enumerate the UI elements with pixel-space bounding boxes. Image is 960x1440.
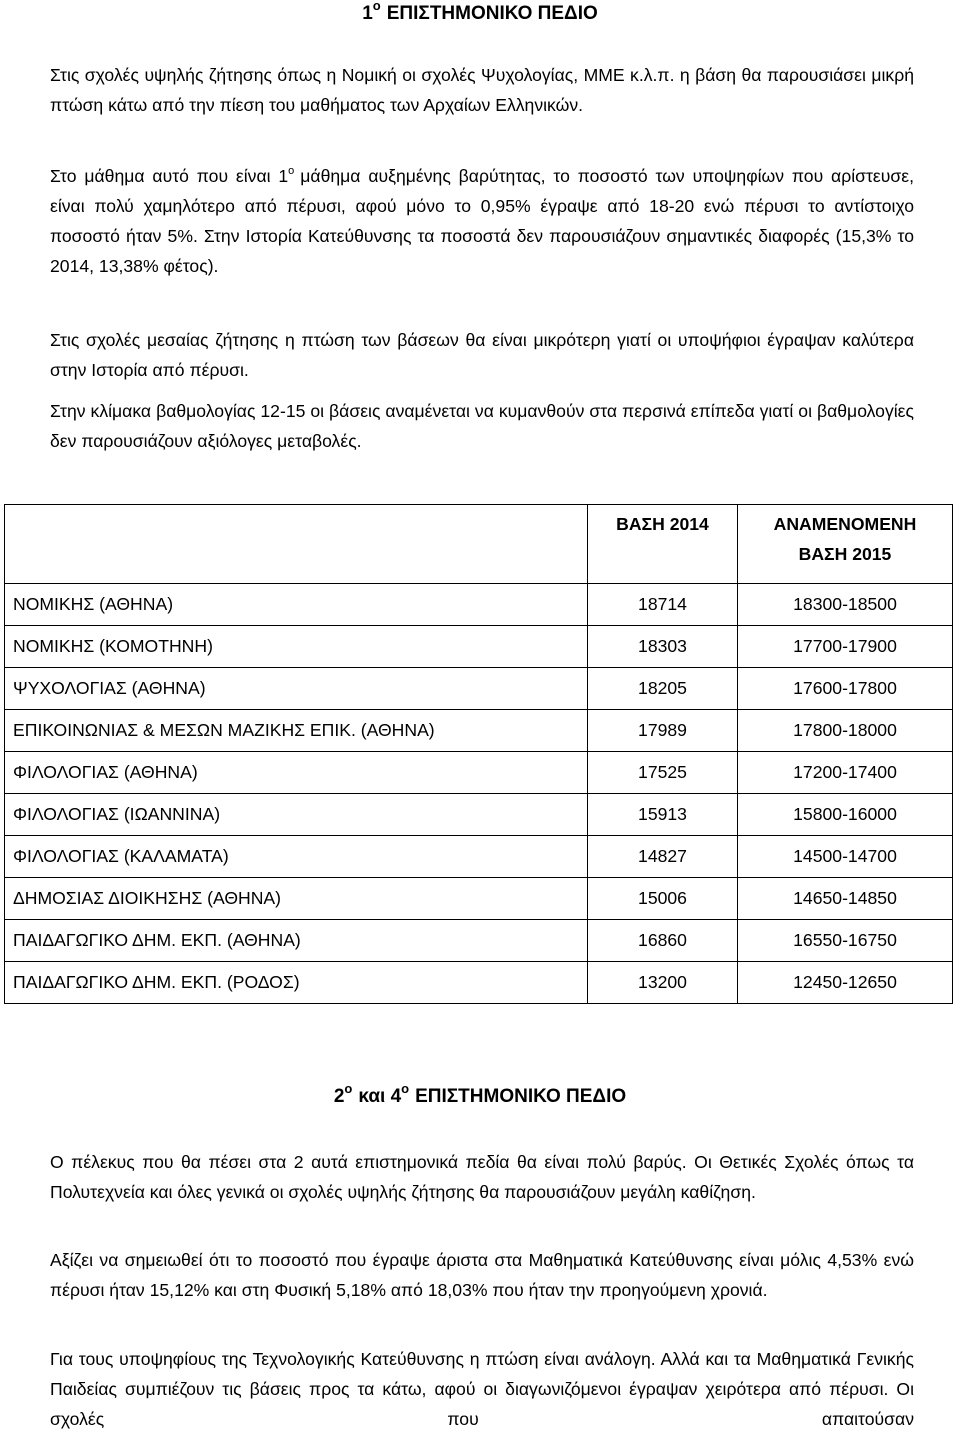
table-cell-base-2014: 18714	[588, 584, 738, 626]
table-cell-base-2014: 18205	[588, 668, 738, 710]
table-cell-base-2014: 14827	[588, 836, 738, 878]
table-row	[5, 584, 953, 626]
section2-heading-superscript-2: ο	[401, 1081, 410, 1096]
table-header-expected-line-2: ΒΑΣΗ 2015	[798, 544, 892, 564]
table-cell-expected-2015: 17200-17400	[738, 752, 953, 794]
table-row	[5, 710, 953, 752]
section1-paragraph-3: Στις σχολές μεσαίας ζήτησης η πτώση των βάσεων θα είναι μικρότερη γιατί οι υποψήφιοι έγραψαν καλύτερα στην Ιστορία από πέρυσι.	[50, 330, 914, 380]
table-header-school	[5, 505, 588, 584]
table-row	[5, 668, 953, 710]
section1-paragraph-2-start: Στο μάθημα αυτό που είναι 1	[50, 166, 289, 186]
section2-paragraph-2: Αξίζει να σημειωθεί ότι το ποσοστό που έγραψε άριστα στα Μαθηματικά Κατεύθυνσης είναι μόλις 4,53% ενώ πέρυσι ήταν 15,12% και στη Φυσική 5,18% από 18,03% που ήταν την προηγούμενη χρονιά.	[50, 1250, 914, 1300]
table-row	[5, 752, 953, 794]
section2-paragraph-1: Ο πέλεκυς που θα πέσει στα 2 αυτά επιστημονικά πεδία θα είναι πολύ βαρύς. Οι Θετικές Σχολές όπως τα Πολυτεχνεία και όλες γενικά οι σχολές υψηλής ζήτησης θα παρουσιάζουν μεγάλη καθίζηση.	[50, 1152, 914, 1202]
section1-heading-superscript: ο	[372, 0, 381, 13]
table-cell-expected-2015: 16550-16750	[738, 920, 953, 962]
table-cell-school: ΝΟΜΙΚΗΣ (ΑΘΗΝΑ)	[5, 584, 588, 626]
section1-paragraph-1: Στις σχολές υψηλής ζήτησης όπως η Νομική οι σχολές Ψυχολογίας, ΜΜΕ κ.λ.π. η βάση θα παρουσιάσει μικρή πτώση κάτω από την πίεση του μαθήματος των Αρχαίων Ελληνικών.	[50, 65, 914, 115]
table-cell-expected-2015: 17800-18000	[738, 710, 953, 752]
table-cell-base-2014: 17989	[588, 710, 738, 752]
table-cell-expected-2015: 14500-14700	[738, 836, 953, 878]
table-header-row	[5, 505, 953, 584]
table-cell-school: ΝΟΜΙΚΗΣ (ΚΟΜΟΤΗΝΗ)	[5, 626, 588, 668]
section1-paragraph-2-end: μάθημα αυξημένης βαρύτητας, το ποσοστό των υποψηφίων που αρίστευσε, είναι πολύ χαμηλότερο από πέρυσι, αφού μόνο το 0,95% έγραψε από 18-20 ενώ πέρυσι το αντίστοιχο ποσοστό ήταν 5%. Στην Ιστορία Κατεύθυνσης τα ποσοστά δεν παρουσιάζουν σημαντικές διαφορές (15,3% το 2014, 13,38% φέτος).	[50, 166, 914, 276]
table-cell-school: ΠΑΙΔΑΓΩΓΙΚΟ ΔΗΜ. ΕΚΠ. (ΡΟΔΟΣ)	[5, 962, 588, 1004]
table-cell-base-2014: 18303	[588, 626, 738, 668]
section2-heading	[0, 1081, 960, 1109]
section1-heading-text: ΕΠΙΣΤΗΜΟΝΙΚΟ ΠΕΔΙΟ	[386, 3, 598, 24]
table-cell-base-2014: 13200	[588, 962, 738, 1004]
table-row	[5, 878, 953, 920]
table-cell-school: ΦΙΛΟΛΟΓΙΑΣ (ΑΘΗΝΑ)	[5, 752, 588, 794]
table-cell-school: ΨΥΧΟΛΟΓΙΑΣ (ΑΘΗΝΑ)	[5, 668, 588, 710]
table-cell-base-2014: 15006	[588, 878, 738, 920]
section2-heading-text: ΕΠΙΣΤΗΜΟΝΙΚΟ ΠΕΔΙΟ	[415, 1086, 627, 1107]
table-cell-expected-2015: 15800-16000	[738, 794, 953, 836]
table-row	[5, 962, 953, 1004]
table-cell-school: ΦΙΛΟΛΟΓΙΑΣ (ΙΩΑΝΝΙΝΑ)	[5, 794, 588, 836]
section1-heading	[0, 2, 960, 26]
section1-heading-number: 1	[362, 3, 373, 24]
table-row	[5, 794, 953, 836]
section2-heading-number-1: 2	[333, 1086, 345, 1107]
table-header-expected-line-1: ΑΝΑΜΕΝΟΜΕΝΗ	[773, 514, 917, 534]
table-cell-school: ΦΙΛΟΛΟΓΙΑΣ (ΚΑΛΑΜΑΤΑ)	[5, 836, 588, 878]
section1-paragraph-2-superscript: ο	[288, 165, 295, 177]
table-cell-base-2014: 17525	[588, 752, 738, 794]
table-cell-expected-2015: 12450-12650	[738, 962, 953, 1004]
table-cell-expected-2015: 14650-14850	[738, 878, 953, 920]
section2-heading-superscript-1: ο	[344, 1081, 353, 1096]
table-cell-school: ΔΗΜΟΣΙΑΣ ΔΙΟΙΚΗΣΗΣ (ΑΘΗΝΑ)	[5, 878, 588, 920]
table-row	[5, 626, 953, 668]
section1-paragraph-2	[50, 161, 914, 281]
section2-paragraph-3: Για τους υποψηφίους της Τεχνολογικής Κατεύθυνσης η πτώση είναι ανάλογη. Αλλά και τα Μαθηματικά Γενικής Παιδείας συμπιέζουν τις βάσεις προς τα κάτω, αφού οι διαγωνιζόμενοι έγραψαν χειρότερα από πέρυσι. Οι σχολές που απαιτούσαν	[50, 1349, 914, 1429]
table-cell-base-2014: 16860	[588, 920, 738, 962]
table-cell-expected-2015: 17700-17900	[738, 626, 953, 668]
table-cell-expected-2015: 17600-17800	[738, 668, 953, 710]
table-header-expected-base-2015	[738, 505, 953, 584]
table-cell-expected-2015: 18300-18500	[738, 584, 953, 626]
table-row	[5, 920, 953, 962]
section2-heading-middle: και 4	[358, 1086, 402, 1107]
table-cell-school: ΠΑΙΔΑΓΩΓΙΚΟ ΔΗΜ. ΕΚΠ. (ΑΘΗΝΑ)	[5, 920, 588, 962]
table-cell-school: ΕΠΙΚΟΙΝΩΝΙΑΣ & ΜΕΣΩΝ ΜΑΖΙΚΗΣ ΕΠΙΚ. (ΑΘΗΝΑ)	[5, 710, 588, 752]
table-header-base-2014: ΒΑΣΗ 2014	[588, 505, 738, 584]
section1-paragraph-4: Στην κλίμακα βαθμολογίας 12-15 οι βάσεις αναμένεται να κυμανθούν στα περσινά επίπεδα γιατί οι βαθμολογίες δεν παρουσιάζουν αξιόλογες μεταβολές.	[50, 401, 914, 451]
admission-grades-table	[4, 504, 953, 1004]
table-row	[5, 836, 953, 878]
table-cell-base-2014: 15913	[588, 794, 738, 836]
